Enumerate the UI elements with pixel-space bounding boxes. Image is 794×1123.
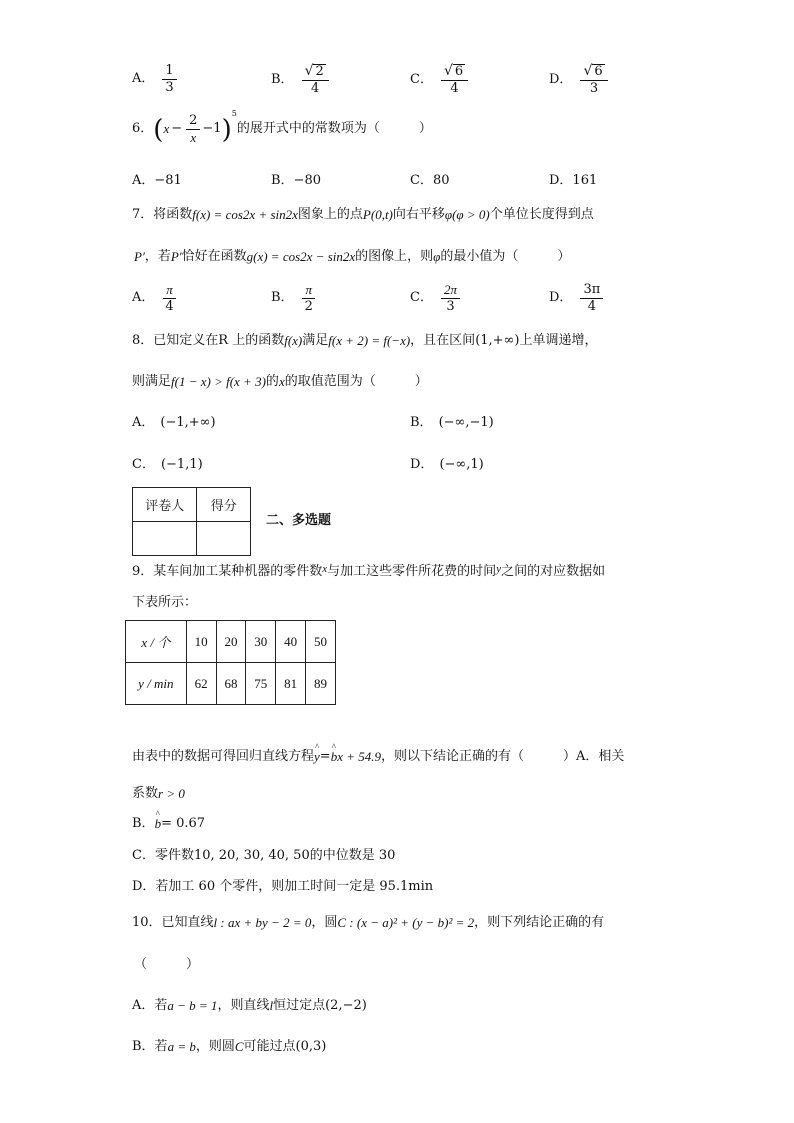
question-10-line-2: （ ）: [134, 957, 200, 972]
table-cell: 81: [276, 663, 306, 705]
question-6: 6． ( x − $\frac{2}{x}$ −1 ) 5 的展开式中的常数项为（ ）: [132, 109, 432, 146]
q5-option-b: B． √ 2 4: [271, 64, 331, 97]
q5-option-c: C． √ 6 4: [410, 64, 470, 97]
table-cell: 10: [186, 621, 216, 663]
q8-option-b: B． (−∞,−1): [410, 415, 494, 430]
table-cell: 30: [246, 621, 276, 663]
question-8-line-1: 8．已知定义在R 上的函数 f(x) 满足 f(x + 2) = f(−x) ，且在区间 (1,+∞) 上单调递增，: [132, 333, 598, 348]
q5-option-a: A． $\frac{1}{3}$: [132, 64, 179, 96]
q6-option-b: B．−80: [271, 173, 321, 188]
q8-option-d: D． (−∞,1): [410, 457, 484, 472]
q8-option-c: C． (−1,1): [132, 457, 203, 472]
score-box-score-cell[interactable]: [197, 522, 251, 556]
score-box: [132, 487, 251, 556]
q7-option-c: C． $\frac{2\pi}{3}$: [410, 283, 462, 315]
data-table: [125, 620, 336, 705]
table-cell: 50: [306, 621, 336, 663]
q6-option-c: C．80: [410, 173, 450, 188]
table-cell: 40: [276, 621, 306, 663]
section-title: 二、多选题: [266, 513, 332, 528]
q7-option-a: A． $\frac{\pi}{4}$: [132, 283, 179, 315]
question-8-line-2: 则满足 f(1 − x) > f(x + 3) 的 x 的取值范围为（ ）: [132, 374, 428, 389]
table-cell: 20: [216, 621, 246, 663]
table-cell: 62: [186, 663, 216, 705]
question-9-line-1: 9．某车间加工某种机器的零件数 x 与加工这些零件所花费的时间 y 之间的对应数据如: [132, 563, 606, 579]
q5-option-d: D． √ 6 3: [549, 64, 610, 97]
table-row-header: x / 个: [126, 621, 187, 663]
question-10-line-1: 10．已知直线 l : ax + by − 2 = 0 ，圆 C : (x − a)² + (y − b)² = 2 ，则下列结论正确的有: [132, 915, 605, 930]
q6-option-d: D．161: [549, 173, 598, 188]
table-row-header: y / min: [126, 663, 187, 705]
q9-option-c: C．零件数 10, 20, 30, 40, 50 的中位数是 30: [132, 848, 396, 863]
score-box-grader-header: 评卷人: [133, 488, 197, 522]
q7-option-b: B． $\frac{\pi}{2}$: [271, 283, 318, 315]
q6-option-a: A．−81: [132, 173, 182, 188]
question-7-line-2: P′ ，若 P′ 恰好在函数 g(x) = cos2x − sin2x 的图像上，则 φ 的最小值为（ ）: [134, 249, 571, 264]
question-9-statement-line-2: 系数 r > 0: [132, 786, 185, 801]
q9-option-b: B． ^ b = 0.67: [132, 817, 205, 832]
table-cell: 89: [306, 663, 336, 705]
table-row: [126, 621, 336, 663]
table-cell: 68: [216, 663, 246, 705]
q8-option-a: A． (−1,+∞): [132, 415, 216, 430]
q7-option-d: D． $\frac{3\pi}{4}$: [549, 283, 605, 315]
question-9-statement: 由表中的数据可得回归直线方程 ^ y = ^ b x + 54.9 ，则以下结论正确的有（ ）A．相关: [132, 750, 624, 765]
q10-option-a: A．若 a − b = 1 ，则直线 l 恒过定点 (2,−2): [132, 998, 367, 1013]
q9-option-d: D．若加工 60 个零件，则加工时间一定是 95.1min: [132, 879, 434, 894]
question-9-line-2: 下表所示：: [132, 595, 198, 610]
score-box-score-header: 得分: [197, 488, 251, 522]
table-cell: 75: [246, 663, 276, 705]
question-7-line-1: 7．将函数 f(x) = cos2x + sin2x 图象上的点 P(0,t) 向右平移 φ(φ > 0) 个单位长度得到点: [132, 207, 594, 222]
score-box-grader-cell[interactable]: [133, 522, 197, 556]
q10-option-b: B．若 a = b ，则圆 C 可能过点 (0,3): [132, 1039, 327, 1054]
table-row: [126, 663, 336, 705]
